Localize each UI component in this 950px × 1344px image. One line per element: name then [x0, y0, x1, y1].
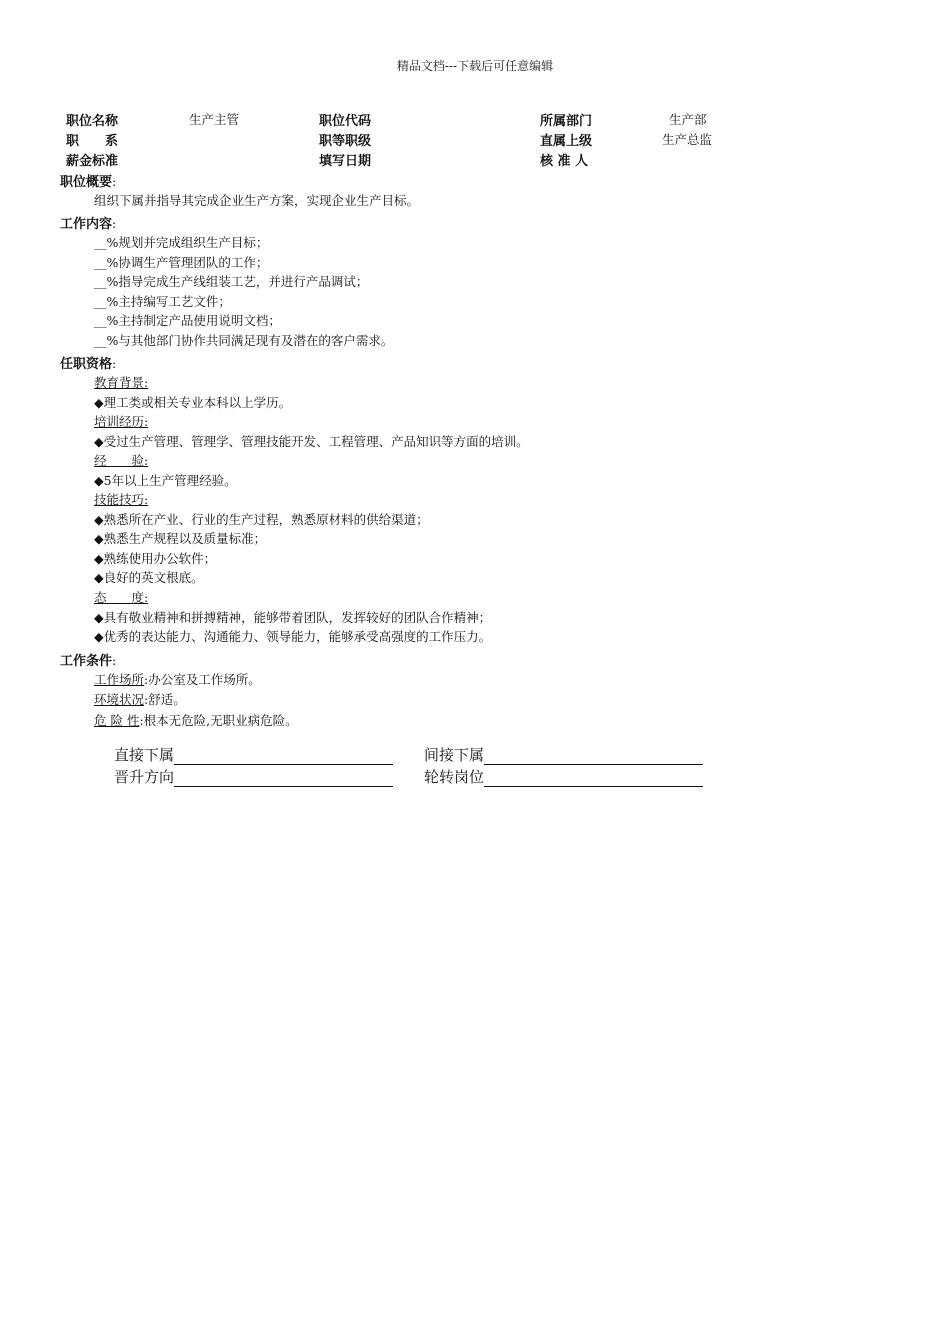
rotation-field — [424, 766, 703, 787]
duty-item: __%与其他部门协作共同满足现有及潜在的客户需求。 — [94, 333, 394, 348]
promotion-label: 晋升方向 — [114, 768, 175, 786]
skills-item: ◆熟悉生产规程以及质量标准； — [94, 531, 267, 546]
training-label: 培训经历: — [94, 414, 149, 429]
duty-item: __%主持制定产品使用说明文档； — [94, 313, 281, 328]
value-position-name: 生产主管 — [189, 112, 240, 127]
education-label: 教育背景: — [94, 375, 149, 390]
condition-place-value: :办公室及工作场所。 — [144, 672, 261, 687]
summary-heading — [60, 171, 116, 190]
qualifications-heading — [60, 353, 116, 372]
attitude-item: ◆具有敬业精神和拼搏精神，能够带着团队，发挥较好的团队合作精神； — [94, 610, 492, 625]
value-department: 生产部 — [669, 112, 707, 127]
condition-risk — [94, 711, 298, 729]
duty-item: __%协调生产管理团队的工作； — [94, 255, 269, 270]
education-item: ◆理工类或相关专业本科以上学历。 — [94, 395, 292, 410]
rotation-label: 轮转岗位 — [424, 768, 485, 786]
skills-item: ◆熟练使用办公软件； — [94, 551, 217, 566]
label-supervisor: 直属上级 — [540, 134, 593, 149]
label-job-family: 职 系 — [66, 134, 119, 149]
experience-label: 经 验: — [94, 453, 149, 468]
skills-item: ◆熟悉所在产业、行业的生产过程，熟悉原材料的供给渠道； — [94, 512, 429, 527]
summary-heading-text: 职位概要 — [60, 175, 113, 190]
attitude-label: 态 度: — [94, 590, 149, 605]
condition-risk-label: 危 险 性 — [94, 713, 140, 728]
condition-env-label: 环境状况 — [94, 692, 145, 707]
condition-env-value: :舒适。 — [144, 692, 186, 707]
promotion-line[interactable] — [174, 770, 393, 787]
label-salary: 薪金标准 — [66, 154, 119, 169]
summary-text: 组织下属并指导其完成企业生产方案，实现企业生产目标。 — [94, 193, 420, 208]
label-position-code: 职位代码 — [319, 114, 372, 129]
label-approver: 核 准 人 — [540, 154, 589, 169]
skills-label: 技能技巧: — [94, 492, 149, 507]
label-fill-date: 填写日期 — [319, 154, 372, 169]
label-department: 所属部门 — [540, 114, 593, 129]
condition-environment — [94, 690, 186, 708]
direct-subordinate-line[interactable] — [174, 748, 393, 765]
condition-place-label: 工作场所 — [94, 672, 145, 687]
skills-item: ◆良好的英文根底。 — [94, 570, 204, 585]
duty-item: __%指导完成生产线组装工艺，并进行产品调试； — [94, 274, 369, 289]
indirect-subordinate-label: 间接下属 — [424, 746, 485, 764]
qualifications-heading-colon: : — [112, 356, 117, 371]
condition-risk-value: :根本无危险,无职业病危险。 — [139, 713, 298, 728]
indirect-subordinate-line[interactable] — [484, 748, 703, 765]
condition-place — [94, 670, 261, 688]
conditions-heading — [60, 650, 116, 669]
duties-heading-text: 工作内容 — [60, 217, 113, 232]
indirect-subordinate-field — [424, 744, 703, 765]
value-supervisor: 生产总监 — [662, 132, 713, 147]
duty-item: __%主持编写工艺文件； — [94, 294, 231, 309]
conditions-heading-colon: : — [112, 653, 117, 668]
qualifications-heading-text: 任职资格 — [60, 357, 113, 372]
attitude-item: ◆优秀的表达能力、沟通能力、领导能力，能够承受高强度的工作压力。 — [94, 629, 492, 644]
direct-subordinate-label: 直接下属 — [114, 746, 175, 764]
direct-subordinate-field — [114, 744, 393, 765]
duty-item: __%规划并完成组织生产目标； — [94, 235, 269, 250]
experience-item: ◆5年以上生产管理经验。 — [94, 473, 237, 488]
training-item: ◆受过生产管理、管理学、管理技能开发、工程管理、产品知识等方面的培训。 — [94, 434, 529, 449]
duties-heading — [60, 213, 116, 232]
summary-heading-colon: : — [112, 174, 117, 189]
promotion-field — [114, 766, 393, 787]
label-grade: 职等职级 — [319, 134, 372, 149]
rotation-line[interactable] — [484, 770, 703, 787]
duties-heading-colon: : — [112, 216, 117, 231]
conditions-heading-text: 工作条件 — [60, 654, 113, 669]
document-header: 精品文档---下载后可任意编辑 — [396, 59, 554, 73]
label-position-name: 职位名称 — [66, 114, 119, 129]
